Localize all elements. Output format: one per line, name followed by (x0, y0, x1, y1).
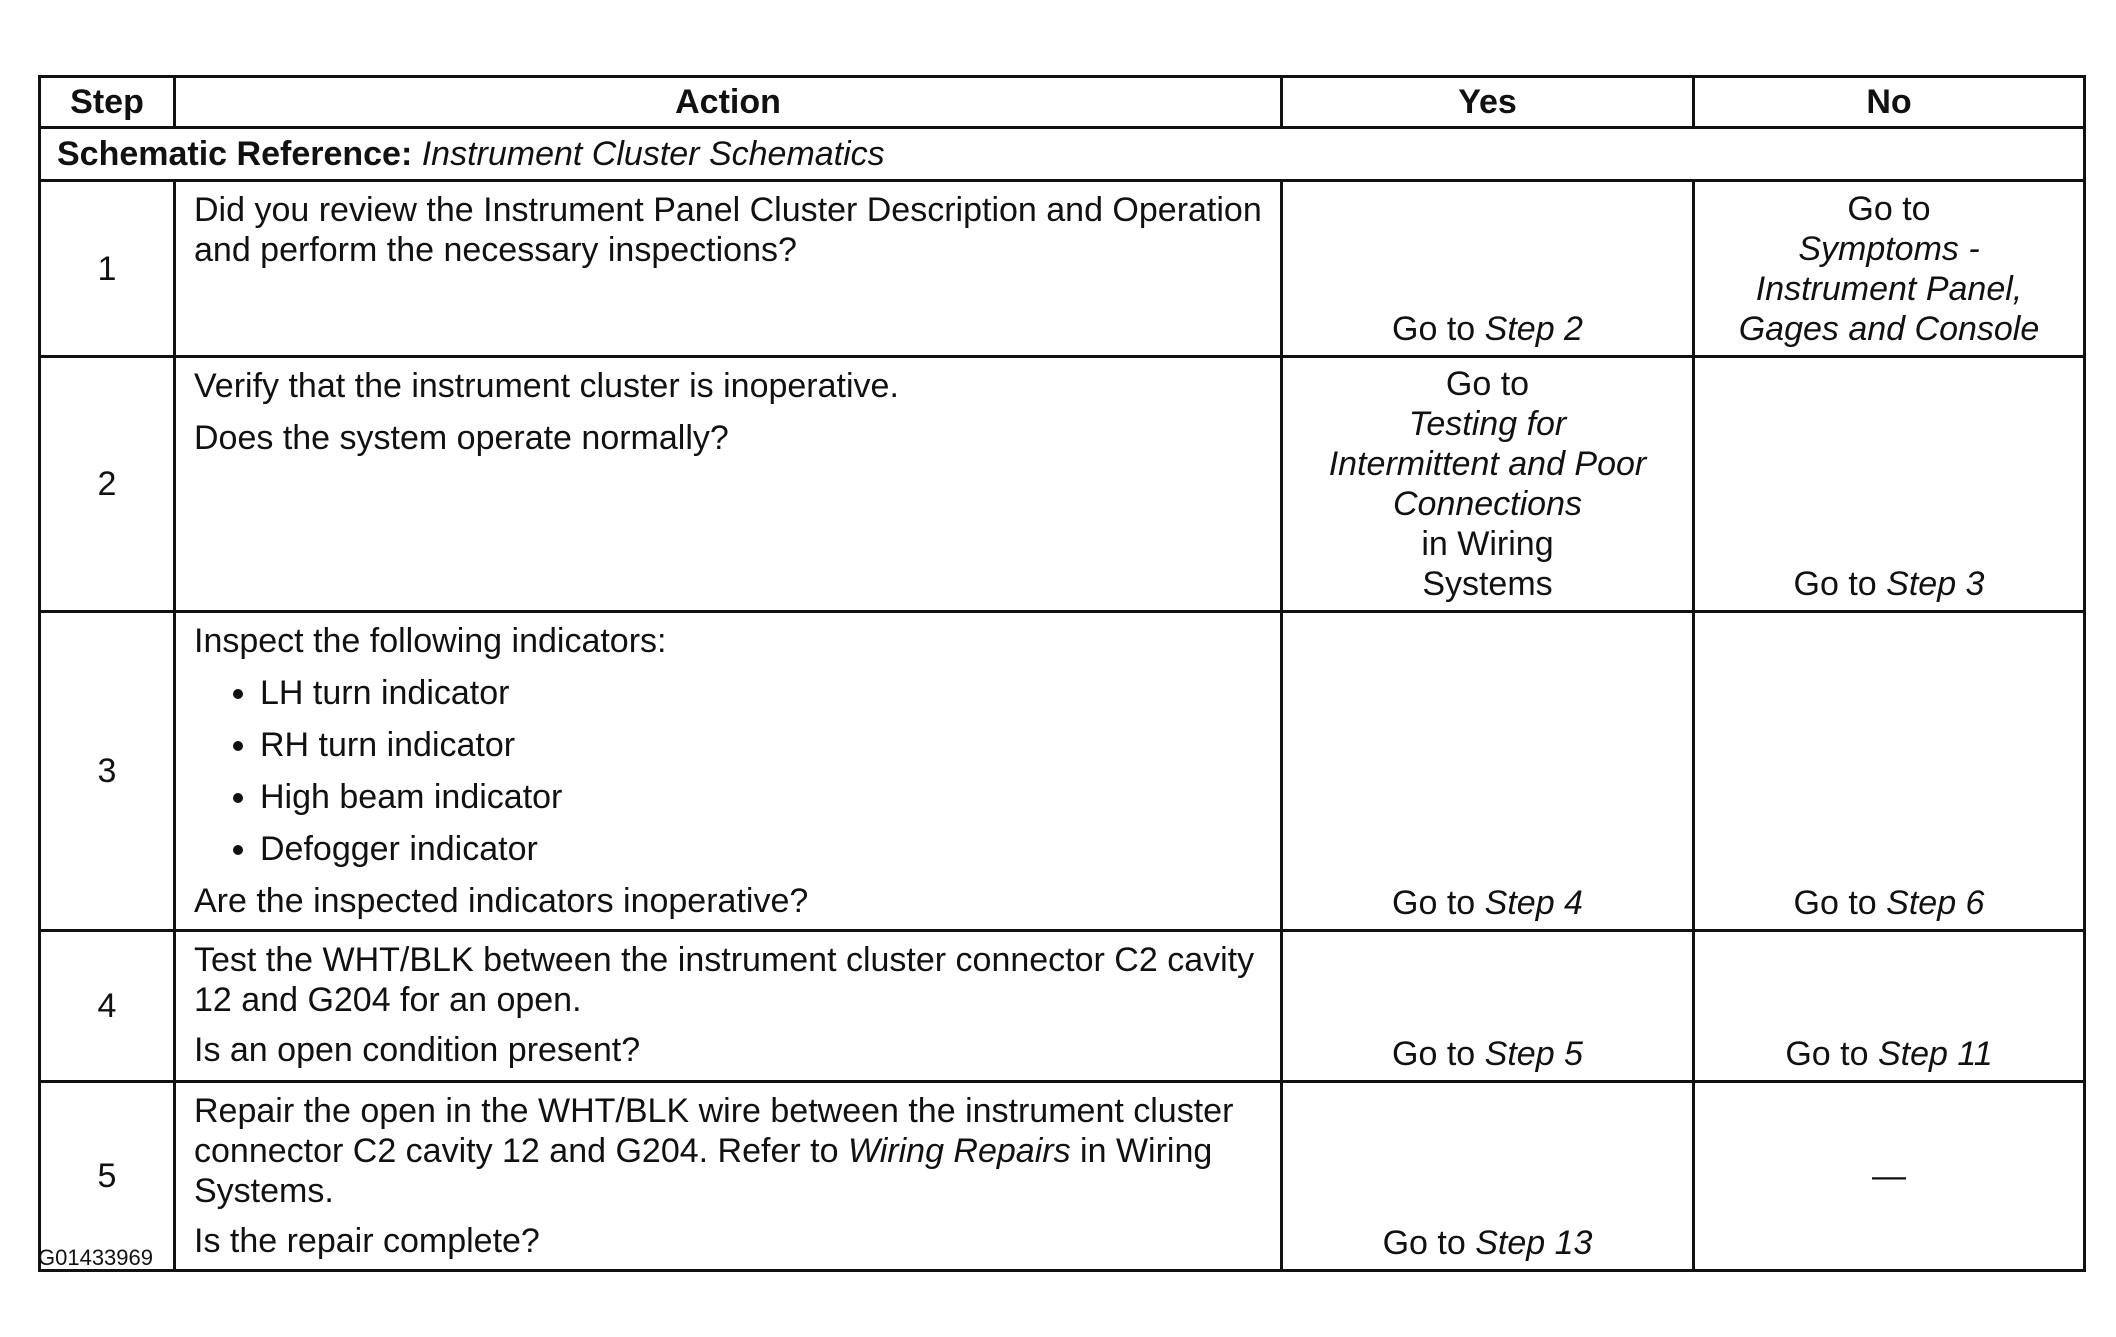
action-cell (175, 612, 1282, 931)
yes-step-link[interactable]: Step 13 (1475, 1224, 1593, 1262)
no-prefix: Go to (1847, 190, 1931, 228)
no-cell (1694, 1082, 2085, 1271)
step-number: 4 (40, 931, 175, 1082)
no-step-link[interactable]: Step 3 (1886, 565, 1985, 603)
yes-prefix: Go to (1392, 884, 1476, 922)
action-cell (175, 1082, 1282, 1271)
yes-step-link[interactable]: Step 5 (1484, 1035, 1583, 1073)
table-row-step-5 (40, 1082, 2085, 1271)
action-text: Verify that the instrument cluster is inoperative. (194, 367, 899, 405)
no-prefix: Go to (1793, 565, 1877, 603)
schematic-reference-row (40, 128, 2085, 181)
yes-prefix: Go to (1382, 1224, 1466, 1262)
header-yes: Yes (1282, 77, 1694, 128)
no-prefix: Go to (1793, 884, 1877, 922)
yes-suffix-line: Systems (1422, 565, 1553, 603)
schematic-reference-label: Schematic Reference: (57, 135, 413, 173)
no-dash: — (1872, 1157, 1906, 1195)
action-text: Inspect the following indicators: (194, 622, 667, 660)
no-cell (1694, 931, 2085, 1082)
yes-prefix: Go to (1392, 1035, 1476, 1073)
action-text: Test the WHT/BLK between the instrument cluster connector C2 cavity 12 and G204 for an open. (194, 941, 1255, 1019)
step-number: 3 (40, 612, 175, 931)
header-step: Step (40, 77, 175, 128)
action-cell (175, 181, 1282, 357)
indicator-list (194, 673, 1262, 869)
action-text-body: Repair the open in the WHT/BLK wire between the instrument cluster connector C2 cavity 12 and G204. Refer to (194, 1092, 1234, 1170)
step-number: 1 (40, 181, 175, 357)
no-link-line: Gages and Console (1738, 310, 2040, 348)
yes-cell (1282, 357, 1694, 612)
action-text: Did you review the Instrument Panel Cluster Description and Operation and perform the necessary inspections? (194, 191, 1262, 269)
action-cell (175, 357, 1282, 612)
list-item: • LH turn indicator (260, 673, 1262, 713)
yes-link-line: Intermittent and Poor (1328, 445, 1647, 483)
action-question: Does the system operate normally? (194, 419, 729, 457)
yes-link[interactable] (1293, 364, 1682, 604)
list-item: • Defogger indicator (260, 829, 1262, 869)
header-no: No (1694, 77, 2085, 128)
header-action: Action (175, 77, 1282, 128)
yes-link-line: Testing for (1408, 405, 1567, 443)
step-number: 5 (40, 1082, 175, 1271)
no-prefix: Go to (1785, 1035, 1869, 1073)
no-cell (1694, 357, 2085, 612)
yes-step-link[interactable]: Step 4 (1484, 884, 1583, 922)
no-link-line: Symptoms - (1798, 230, 1980, 268)
yes-cell (1282, 931, 1694, 1082)
yes-step-link[interactable]: Step 2 (1484, 310, 1583, 348)
yes-prefix: Go to (1392, 310, 1476, 348)
no-link[interactable] (1705, 189, 2073, 349)
diagnostic-table (38, 75, 2086, 1272)
table-row-step-4 (40, 931, 2085, 1082)
yes-link-line: Connections (1392, 485, 1582, 523)
header-row (40, 77, 2085, 128)
yes-suffix-line: in Wiring (1421, 525, 1554, 563)
yes-prefix: Go to (1445, 365, 1530, 403)
no-cell (1694, 612, 2085, 931)
step-number: 2 (40, 357, 175, 612)
table-row-step-2 (40, 357, 2085, 612)
list-item: • High beam indicator (260, 777, 1262, 817)
action-question: Is the repair complete? (194, 1222, 540, 1260)
action-text (194, 1091, 1262, 1211)
table-row-step-3 (40, 612, 2085, 931)
figure-id: G01433969 (38, 1245, 153, 1270)
action-question: Are the inspected indicators inoperative? (194, 882, 809, 920)
yes-cell (1282, 612, 1694, 931)
schematic-reference-link[interactable]: Instrument Cluster Schematics (421, 135, 885, 173)
wiring-repairs-link[interactable]: Wiring Repairs (847, 1132, 1071, 1170)
no-step-link[interactable]: Step 6 (1886, 884, 1985, 922)
schematic-reference-cell (40, 128, 2085, 181)
no-cell (1694, 181, 2085, 357)
action-cell (175, 931, 1282, 1082)
yes-cell (1282, 181, 1694, 357)
table-row-step-1 (40, 181, 2085, 357)
list-item: • RH turn indicator (260, 725, 1262, 765)
no-step-link[interactable]: Step 11 (1877, 1035, 1993, 1073)
yes-cell (1282, 1082, 1694, 1271)
action-question: Is an open condition present? (194, 1031, 641, 1069)
action-text-suffix: in Wiring Systems. (194, 1132, 1213, 1210)
no-link-line: Instrument Panel, (1755, 270, 2023, 308)
